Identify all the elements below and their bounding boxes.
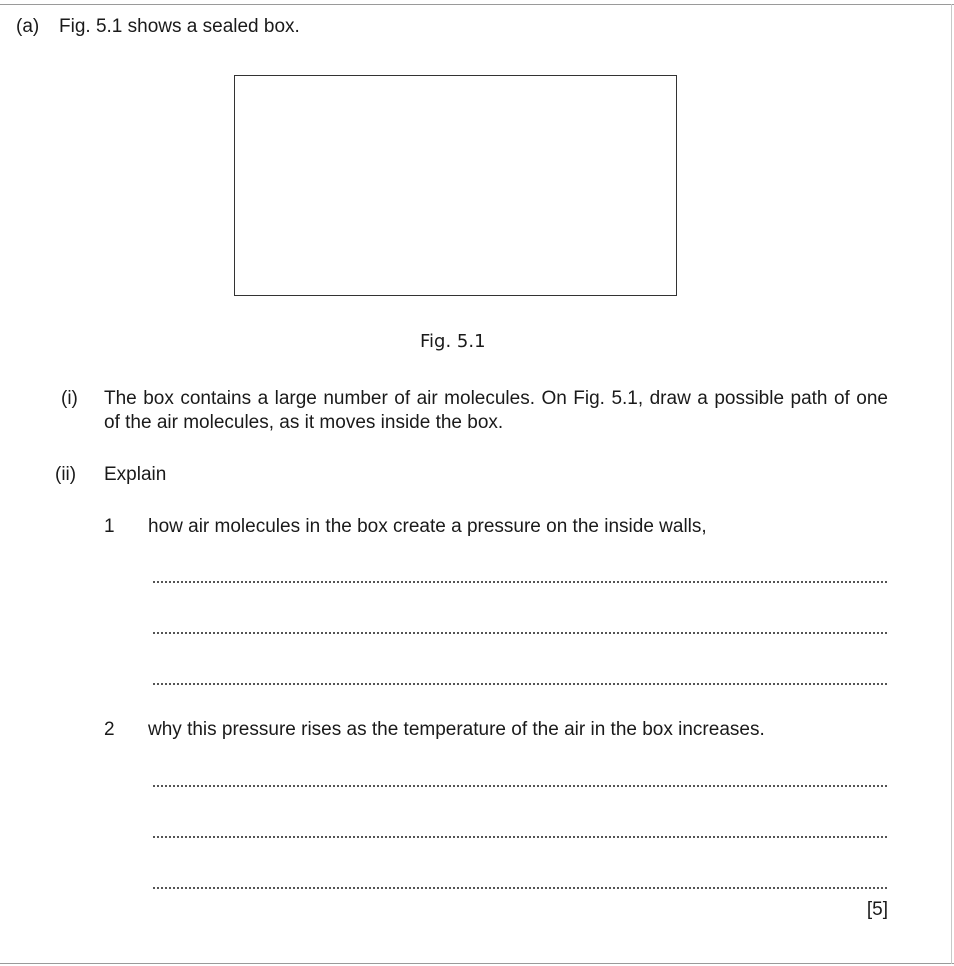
answer-line-2b[interactable] bbox=[153, 836, 887, 838]
item-1-number: 1 bbox=[104, 516, 115, 537]
part-label: (a) bbox=[16, 16, 40, 37]
sealed-box-figure[interactable] bbox=[234, 75, 677, 296]
sub-i-text: The box contains a large number of air molecules. On Fig. 5.1, draw a possible path of one of the air molecules, as it moves inside the box. bbox=[104, 388, 888, 433]
top-border bbox=[0, 4, 954, 5]
item-2-number: 2 bbox=[104, 719, 115, 740]
answer-line-2c[interactable] bbox=[153, 887, 887, 889]
answer-line-1b[interactable] bbox=[153, 632, 887, 634]
right-border bbox=[951, 4, 952, 964]
answer-line-1c[interactable] bbox=[153, 683, 887, 685]
item-2-text: why this pressure rises as the temperature of the air in the box increases. bbox=[148, 719, 765, 740]
intro-text: Fig. 5.1 shows a sealed box. bbox=[59, 16, 300, 37]
bottom-border bbox=[0, 963, 954, 964]
sub-i-label: (i) bbox=[61, 388, 78, 409]
sub-ii-text: Explain bbox=[104, 464, 167, 485]
item-1-text: how air molecules in the box create a pressure on the inside walls, bbox=[148, 516, 707, 537]
answer-line-2a[interactable] bbox=[153, 785, 887, 787]
answer-line-1a[interactable] bbox=[153, 581, 887, 583]
marks-label: [5] bbox=[866, 899, 888, 920]
figure-caption: Fig. 5.1 bbox=[420, 331, 486, 352]
sub-ii-label: (ii) bbox=[55, 464, 77, 485]
